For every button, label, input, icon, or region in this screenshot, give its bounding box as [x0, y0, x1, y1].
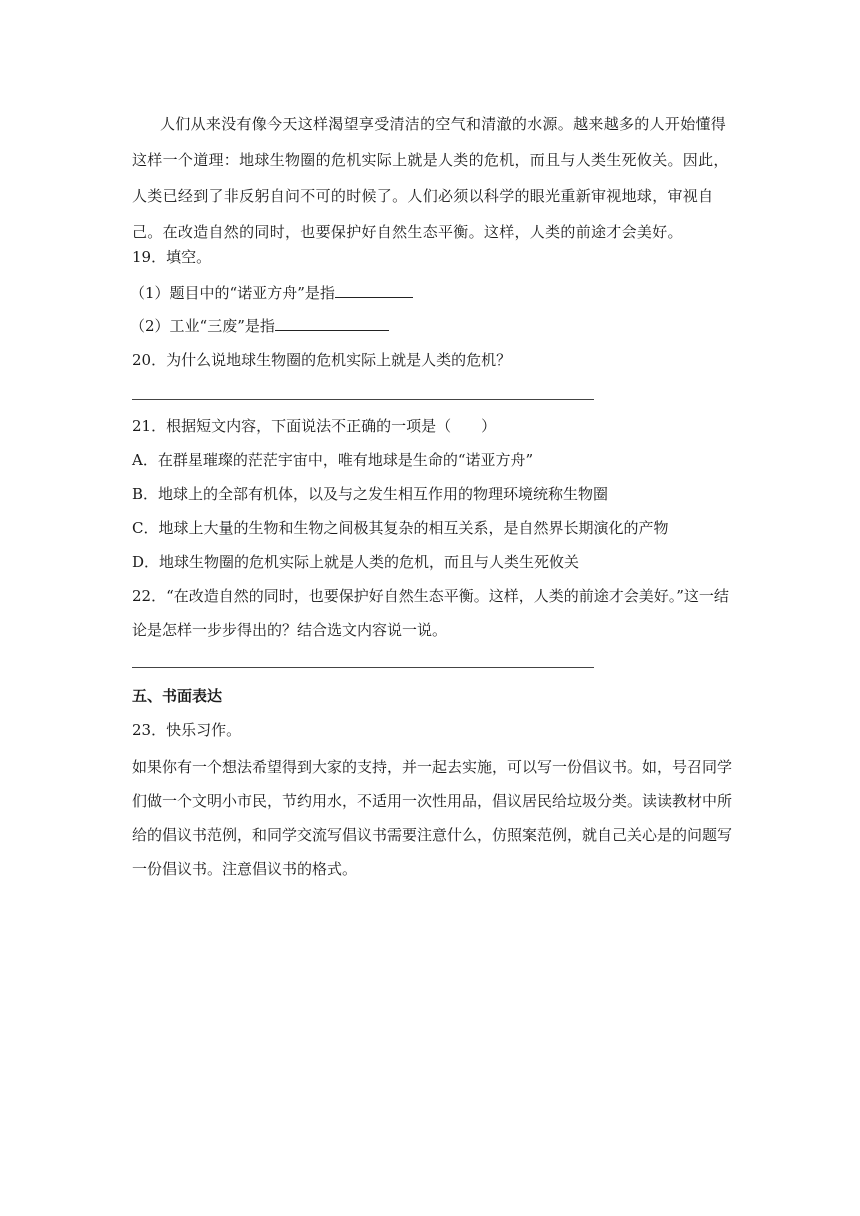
- q19-sub2-blank[interactable]: [275, 316, 389, 331]
- q19-sub2-text: （2）工业“三废”是指: [130, 317, 275, 335]
- q19-sub2: [130, 314, 389, 338]
- q20-answer-line[interactable]: [132, 399, 594, 400]
- q21-title: 21．根据短文内容，下面说法不正确的一项是（ ）: [132, 417, 497, 435]
- q19-sub1: [130, 281, 413, 305]
- reading-passage: [132, 106, 732, 250]
- q19-sub1-text: （1）题目中的“诺亚方舟”是指: [130, 284, 335, 302]
- q21-option-b[interactable]: B．地球上的全部有机体，以及与之发生相互作用的物理环境统称生物圈: [132, 485, 609, 503]
- q22-line1: 22．“在改造自然的同时，也要保护好自然生态平衡。这样，人类的前途才会美好。”这一结: [132, 587, 729, 605]
- q23-title: 23．快乐习作。: [132, 721, 242, 739]
- q22-answer-line[interactable]: [132, 667, 594, 668]
- q21-option-c[interactable]: C．地球上大量的生物和生物之间极其复杂的相互关系，是自然界长期演化的产物: [132, 519, 669, 537]
- q21-option-a[interactable]: A．在群星璀璨的茫茫宇宙中，唯有地球是生命的“诺亚方舟”: [132, 451, 534, 469]
- q20-title: 20．为什么说地球生物圈的危机实际上就是人类的危机？: [132, 351, 512, 369]
- q23-body: 如果你有一个想法希望得到大家的支持，并一起去实施，可以写一份倡议书。如，号召同学们做一个文明小市民，节约用水，不适用一次性用品，倡议居民给垃圾分类。读读教材中所给的倡议书范例，和同学交流写倡议书需要注意什么，仿照案范例，就自己关心是的问题写一份倡议书。注意倡议书的格式。: [132, 758, 733, 878]
- q21-option-d[interactable]: D．地球生物圈的危机实际上就是人类的危机，而且与人类生死攸关: [132, 553, 580, 571]
- section-heading: 五、书面表达: [132, 687, 223, 705]
- q19-sub1-blank[interactable]: [335, 283, 413, 298]
- passage-text: 人们从来没有像今天这样渴望享受清洁的空气和清澈的水源。越来越多的人开始懂得这样一个道理：地球生物圈的危机实际上就是人类的危机，而且与人类生死攸关。因此，人类已经到了非反躬自问不可的时候了。人们必须以科学的眼光重新审视地球，审视自己。在改造自然的同时，也要保护好自然生态平衡。这样，人类的前途才会美好。: [132, 115, 729, 241]
- q19-title: 19．填空。: [132, 248, 212, 266]
- q22-line2: 论是怎样一步步得出的？结合选文内容说一说。: [132, 621, 448, 639]
